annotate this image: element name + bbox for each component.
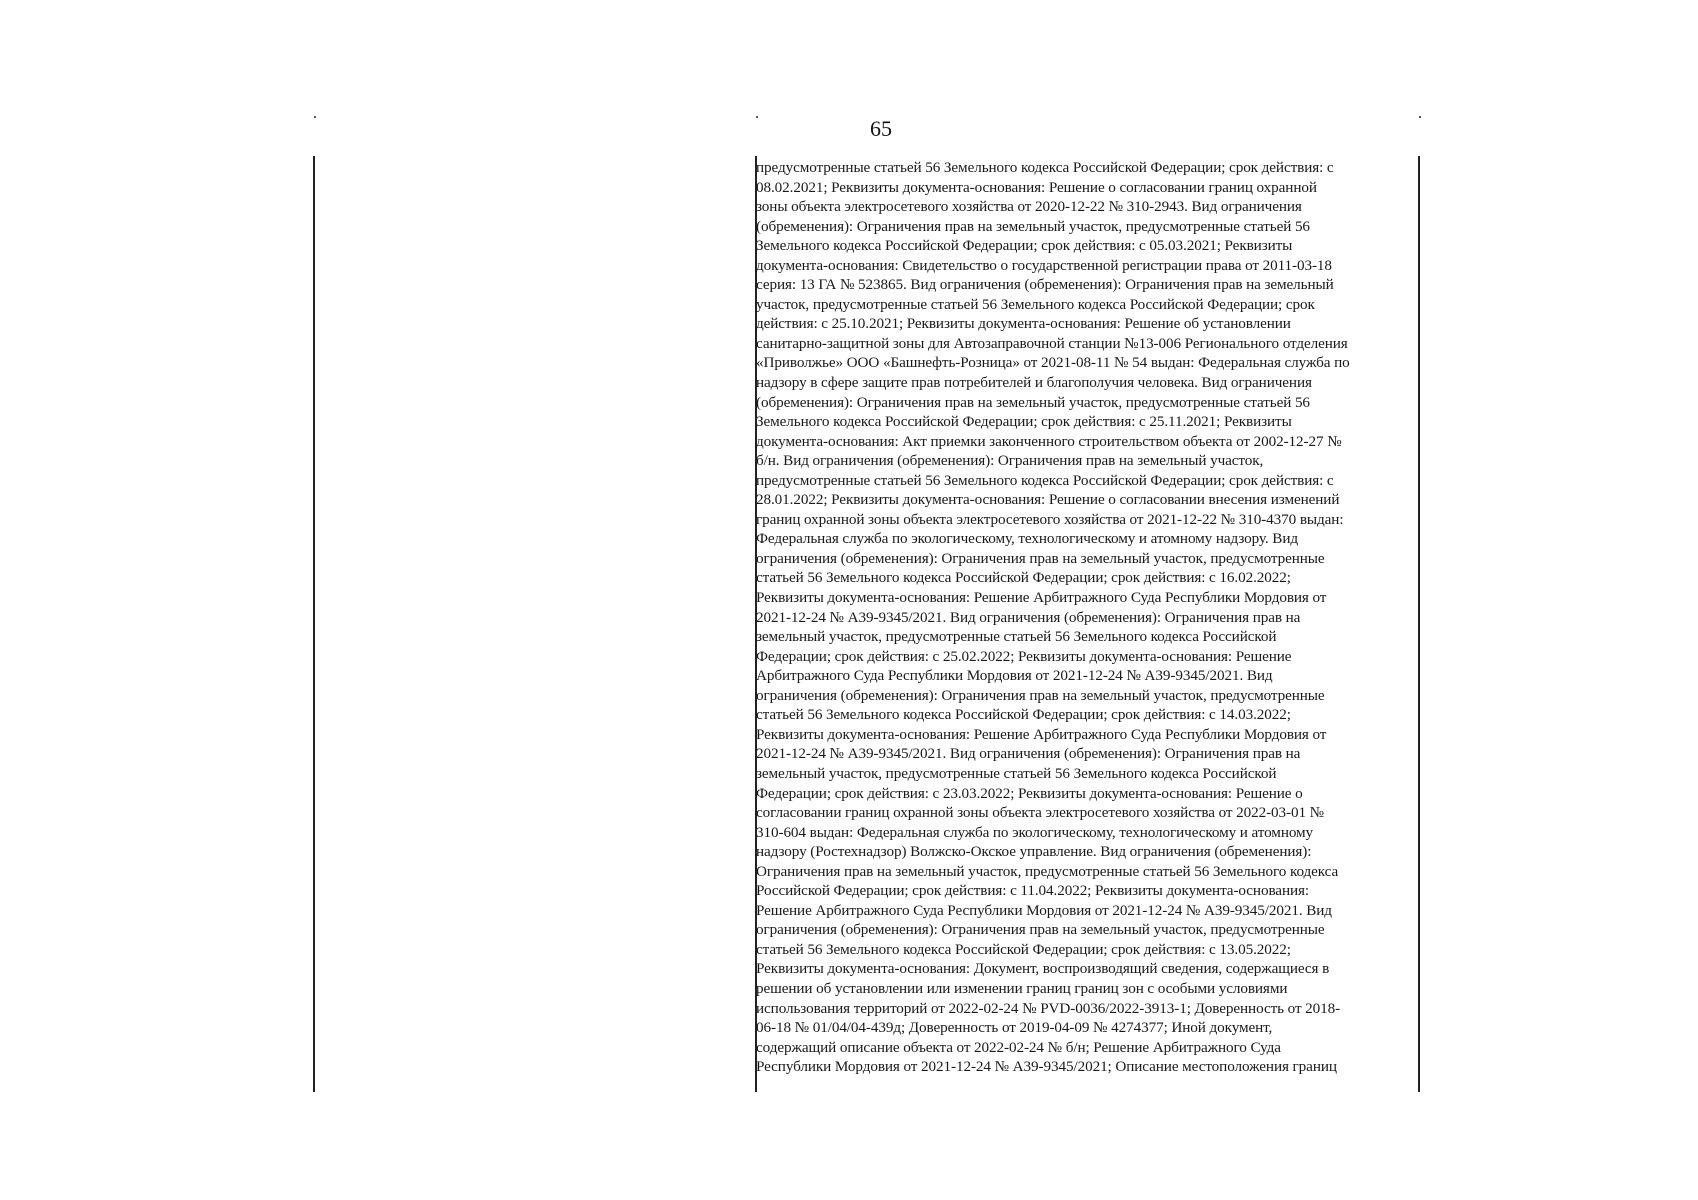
text-line: Федерации; срок действия: с 25.02.2022; Реквизиты документа-основания: Решение <box>756 647 1292 665</box>
text-line: Земельного кодекса Российской Федерации; срок действия: с 25.11.2021; Реквизиты <box>756 413 1292 431</box>
page-number: 65 <box>870 116 892 141</box>
table-border-right <box>1418 156 1420 1092</box>
corner-mark-center <box>756 116 758 118</box>
text-line: (обременения): Ограничения прав на земельный участок, предусмотренные статьей 56 <box>756 217 1310 235</box>
text-line: Федерации; срок действия: с 23.03.2022; Реквизиты документа-основания: Решение о <box>756 784 1303 802</box>
text-line: «Приволжье» ООО «Башнефть-Розница» от 2021-08-11 № 54 выдан: Федеральная служба по <box>756 354 1350 372</box>
text-line: 2021-12-24 № А39-9345/2021. Вид ограничения (обременения): Ограничения прав на <box>756 745 1301 763</box>
text-line: границ охранной зоны объекта электросетевого хозяйства от 2021-12-22 № 310-4370 выдан: <box>756 510 1344 528</box>
corner-mark-right <box>1419 116 1421 118</box>
text-line: документа-основания: Акт приемки законченного строительством объекта от 2002-12-27 № <box>756 432 1342 450</box>
text-line: Решение Арбитражного Суда Республики Мордовия от 2021-12-24 № А39-9345/2021. Вид <box>756 901 1332 919</box>
text-line: статьей 56 Земельного кодекса Российской Федерации; срок действия: с 13.05.2022; <box>756 940 1291 958</box>
text-line: земельный участок, предусмотренные статьей 56 Земельного кодекса Российской <box>756 764 1277 782</box>
text-line: б/н. Вид ограничения (обременения): Ограничения прав на земельный участок, <box>756 452 1264 470</box>
text-line: содержащий описание объекта от 2022-02-24 № б/н; Решение Арбитражного Суда <box>756 1038 1281 1056</box>
text-line: 28.01.2022; Реквизиты документа-основания: Решение о согласовании внесения изменений <box>756 491 1340 509</box>
text-line: санитарно-защитной зоны для Автозаправочной станции №13-006 Регионального отделения <box>756 334 1348 352</box>
text-line: предусмотренные статьей 56 Земельного кодекса Российской Федерации; срок действия: с <box>756 159 1334 176</box>
text-line: Федеральная служба по экологическому, технологическому и атомному надзору. Вид <box>756 530 1298 548</box>
text-line: 2021-12-24 № А39-9345/2021. Вид ограничения (обременения): Ограничения прав на <box>756 608 1301 626</box>
text-line: Российской Федерации; срок действия: с 11.04.2022; Реквизиты документа-основания: <box>756 882 1310 900</box>
text-line: действия: с 25.10.2021; Реквизиты документа-основания: Решение об установлении <box>756 315 1291 333</box>
table-border-left <box>313 156 315 1092</box>
corner-mark-left <box>314 116 316 118</box>
text-line: надзору (Ростехнадзор) Волжско-Окское управление. Вид ограничения (обременения): <box>756 843 1312 861</box>
text-line: Реквизиты документа-основания: Документ, воспроизводящий сведения, содержащиеся в <box>756 960 1330 978</box>
text-line: статьей 56 Земельного кодекса Российской Федерации; срок действия: с 14.03.2022; <box>756 706 1291 724</box>
text-line: предусмотренные статьей 56 Земельного кодекса Российской Федерации; срок действия: с <box>756 471 1334 489</box>
text-line: Земельного кодекса Российской Федерации; срок действия: с 05.03.2021; Реквизиты <box>756 237 1293 255</box>
text-line: Реквизиты документа-основания: Решение Арбитражного Суда Республики Мордовия от <box>756 725 1327 743</box>
text-line: серия: 13 ГА № 523865. Вид ограничения (обременения): Ограничения прав на земельный <box>756 276 1334 294</box>
text-line: статьей 56 Земельного кодекса Российской Федерации; срок действия: с 16.02.2022; <box>756 569 1291 587</box>
text-line: решении об установлении или изменении границ границ зон с особыми условиями <box>756 979 1288 997</box>
text-line: использования территорий от 2022-02-24 № PVD-0036/2022-3913-1; Доверенность от 2018- <box>756 999 1341 1017</box>
text-line: зоны объекта электросетевого хозяйства от 2020-12-22 № 310-2943. Вид ограничения <box>756 198 1302 216</box>
text-line: 08.02.2021; Реквизиты документа-основания: Решение о согласовании границ охранной <box>756 178 1317 196</box>
text-line: участок, предусмотренные статьей 56 Земельного кодекса Российской Федерации; срок <box>756 295 1315 313</box>
text-line: ограничения (обременения): Ограничения прав на земельный участок, предусмотренные <box>756 921 1325 939</box>
text-line: Республики Мордовия от 2021-12-24 № А39-9345/2021; Описание местоположения границ <box>756 1058 1337 1076</box>
text-line: ограничения (обременения): Ограничения прав на земельный участок, предусмотренные <box>756 686 1325 704</box>
text-line: (обременения): Ограничения прав на земельный участок, предусмотренные статьей 56 <box>756 393 1310 411</box>
text-line: надзору в сфере защите прав потребителей и благополучия человека. Вид ограничения <box>756 374 1312 392</box>
encumbrance-text-cell <box>756 158 1408 1090</box>
text-line: Ограничения прав на земельный участок, предусмотренные статьей 56 Земельного кодекса <box>756 862 1339 880</box>
text-line: 310-604 выдан: Федеральная служба по экологическому, технологическому и атомному <box>756 823 1314 841</box>
text-line: Арбитражного Суда Республики Мордовия от 2021-12-24 № А39-9345/2021. Вид <box>756 667 1273 685</box>
text-line: 06-18 № 01/04/04-439д; Доверенность от 2019-04-09 № 4274377; Иной документ, <box>756 1019 1273 1037</box>
text-line: Реквизиты документа-основания: Решение Арбитражного Суда Республики Мордовия от <box>756 589 1327 607</box>
text-line: земельный участок, предусмотренные статьей 56 Земельного кодекса Российской <box>756 628 1277 646</box>
text-line: ограничения (обременения): Ограничения прав на земельный участок, предусмотренные <box>756 549 1325 567</box>
text-line: согласовании границ охранной зоны объекта электросетевого хозяйства от 2022-03-01 № <box>756 804 1325 822</box>
text-line: документа-основания: Свидетельство о государственной регистрации права от 2011-03-18 <box>756 256 1332 274</box>
